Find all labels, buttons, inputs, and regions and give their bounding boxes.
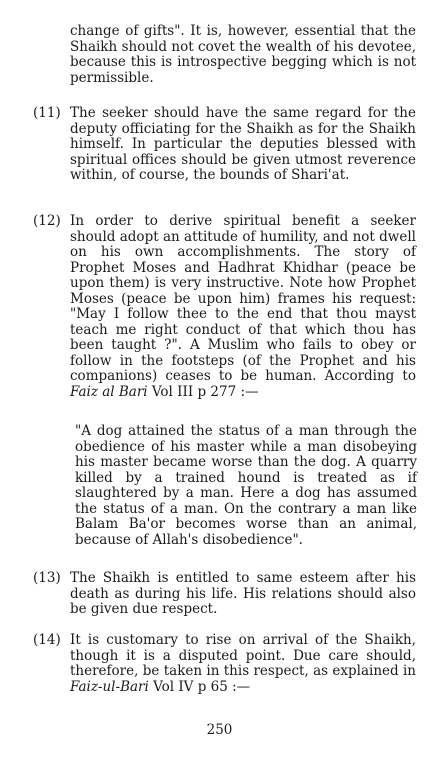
continued-paragraph: change of gifts". It is, however, essential that the Shaikh should not covet the wealth of his devotee, because this is introspective begging which is not permissible. <box>70 23 416 86</box>
page-number: 250 <box>206 722 233 738</box>
item-text: It is customary to rise on arrival of the Shaikh, though it is a disputed point. Due care should, therefore, be taken in this respect, as explained in Faiz-ul-Bari Vol IV p 65 :— <box>70 632 416 695</box>
item-text: The Shaikh is entitled to same esteem after his death as during his life. His relations should also be given due respect. <box>70 570 416 617</box>
item-text: The seeker should have the same regard for the deputy officiating for the Shaikh as for the Shaikh himself. In particular the deputies blessed with spiritual offices should be given utmost reverence within, of course, the bounds of Shari'at. <box>70 105 416 183</box>
item-text: In order to derive spiritual benefit a seeker should adopt an attitude of humility, and not dwell on his own accomplishments. The story of Prophet Moses and Hadhrat Khidhar (peace be upon them) is very instructive. Note how Prophet Moses (peace be upon him) frames his request: "May I follow thee to the end that thou mayst teach me right conduct of that which thou has been taught ?". A Muslim who fails to obey or follow in the footsteps (of the Prophet and his companions) ceases to be human. According to Faiz al Bari Vol III p 277 :— <box>70 213 416 400</box>
book-title: Faiz-ul-Bari <box>70 678 149 695</box>
book-title: Faiz al Bari <box>70 383 148 400</box>
item-number: (11) <box>33 105 61 121</box>
block-quote: "A dog attained the status of a man through the obedience of his master while a man disobeying his master became worse than the dog. A quarry killed by a trained hound is treated as if slaughtered by a man. Here a dog has assumed the status of a man. On the contrary a man like Balam Ba'or becomes worse than an animal, because of Allah's disobedience". <box>75 423 417 548</box>
item-number: (12) <box>33 213 61 229</box>
item-number: (13) <box>33 570 61 586</box>
item-number: (14) <box>33 632 61 648</box>
